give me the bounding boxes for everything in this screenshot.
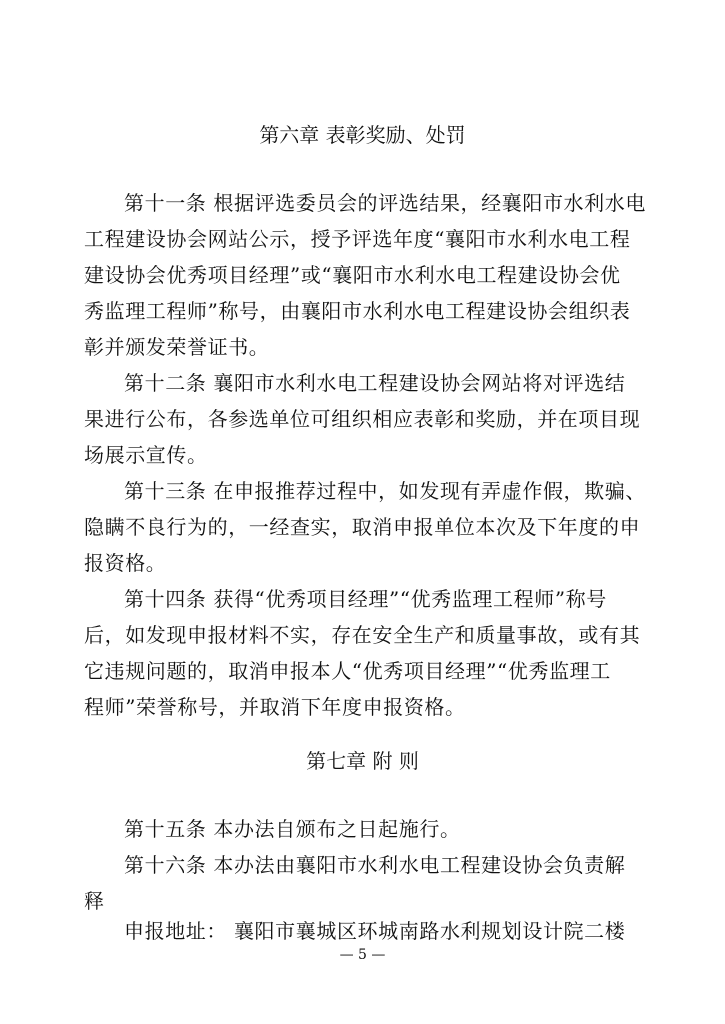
article-16-line-2: 释 (84, 889, 105, 913)
article-11-line-3: 建设协会优秀项目经理”或“襄阳市水利水电工程建设协会优 (84, 263, 621, 287)
article-12-line-3: 场展示宣传。 (84, 443, 208, 467)
article-13-line-1: 第十三条 在申报推荐过程中，如发现有弄虚作假，欺骗、 (124, 479, 646, 503)
article-16-line-1: 第十六条 本办法由襄阳市水利水电工程建设协会负责解 (124, 853, 626, 877)
chapter-6-title: 第六章 表彰奖励、处罚 (259, 123, 466, 147)
article-11-line-1: 第十一条 根据评选委员会的评选结果，经襄阳市水利水电 (124, 191, 646, 215)
article-11-line-2: 工程建设协会网站公示，授予评选年度“襄阳市水利水电工程 (84, 227, 631, 251)
chapter-7-title: 第七章 附 则 (306, 749, 419, 773)
article-12-line-1: 第十二条 襄阳市水利水电工程建设协会网站将对评选结 (124, 371, 626, 395)
article-14-line-2: 后，如发现申报材料不实，存在安全生产和质量事故，或有其 (84, 623, 641, 647)
page-number: — 5 — (339, 947, 386, 963)
article-12-line-2: 果进行公布，各参选单位可组织相应表彰和奖励，并在项目现 (84, 407, 641, 431)
article-14-line-3: 它违规问题的，取消申报本人“优秀项目经理”“优秀监理工 (84, 659, 611, 683)
article-11-line-5: 彰并颁发荣誉证书。 (84, 335, 270, 359)
article-14-line-4: 程师”荣誉称号，并取消下年度申报资格。 (84, 695, 466, 719)
article-13-line-3: 报资格。 (84, 551, 167, 575)
article-11-line-4: 秀监理工程师”称号，由襄阳市水利水电工程建设协会组织表 (84, 299, 631, 323)
article-15-line-1: 第十五条 本办法自颁布之日起施行。 (124, 817, 461, 841)
submission-address: 申报地址： 襄阳市襄城区环城南路水利规划设计院二楼 (124, 919, 626, 943)
article-14-line-1: 第十四条 获得“优秀项目经理”“优秀监理工程师”称号 (124, 587, 607, 611)
article-13-line-2: 隐瞒不良行为的，一经查实，取消申报单位本次及下年度的申 (84, 515, 641, 539)
